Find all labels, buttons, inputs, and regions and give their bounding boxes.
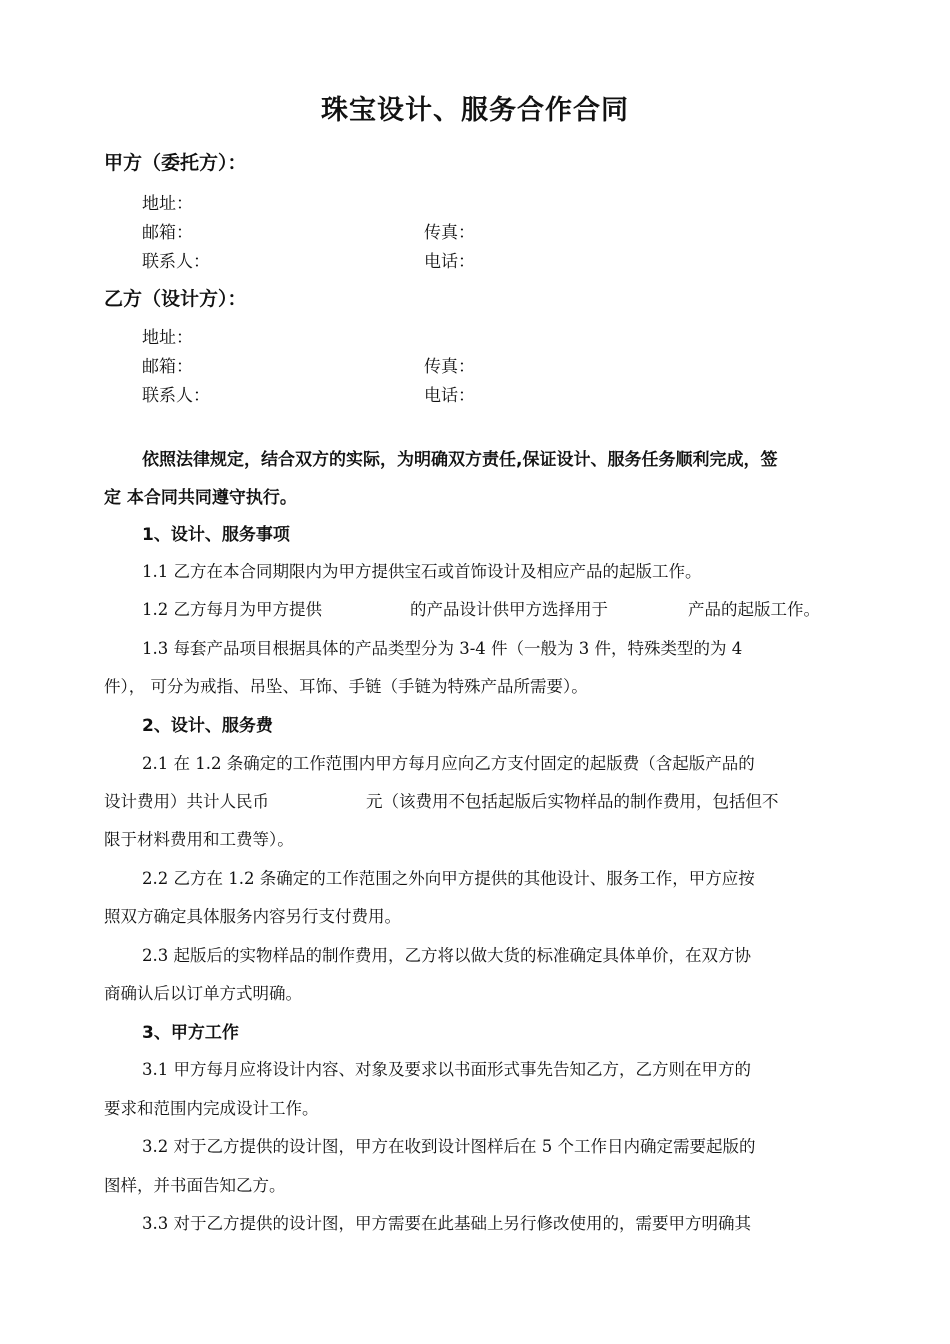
party-a-fax-label: 传真： bbox=[424, 223, 475, 243]
section-2-heading: 2、设计、服务费 bbox=[142, 716, 273, 736]
clause-1-3-line-1: 1.3 每套产品项目根据具体的产品类型分为 3-4 件（一般为 3 件，特殊类型的为 4 bbox=[142, 639, 743, 658]
party-a-phone-label: 电话： bbox=[424, 252, 475, 272]
party-b-phone-label: 电话： bbox=[424, 386, 475, 406]
clause-3-2-line-2: 图样，并书面告知乙方。 bbox=[104, 1176, 286, 1195]
party-a-email-label: 邮箱： bbox=[142, 223, 193, 243]
clause-2-1-line-1: 2.1 在 1.2 条确定的工作范围内甲方每月应向乙方支付固定的起版费（含起版产品的 bbox=[142, 754, 755, 773]
section-3-heading: 3、甲方工作 bbox=[142, 1023, 239, 1043]
section-1-heading: 1、设计、服务事项 bbox=[142, 525, 290, 545]
clause-1-2-part-a: 1.2 乙方每月为甲方提供 bbox=[142, 600, 322, 619]
contract-title: 珠宝设计、服务合作合同 bbox=[321, 95, 629, 126]
clause-1-1: 1.1 乙方在本合同期限内为甲方提供宝石或首饰设计及相应产品的起版工作。 bbox=[142, 562, 702, 581]
clause-2-3-line-2: 商确认后以订单方式明确。 bbox=[104, 984, 302, 1003]
party-a-heading: 甲方（委托方）： bbox=[104, 152, 247, 174]
party-b-email-label: 邮箱： bbox=[142, 357, 193, 377]
clause-2-1-line-2-part-a: 设计费用）共计人民币 bbox=[104, 792, 269, 811]
clause-1-3-line-2: 件）， 可分为戒指、吊坠、耳饰、手链（手链为特殊产品所需要）。 bbox=[104, 677, 588, 696]
clause-1-2-part-b: 的产品设计供甲方选择用于 bbox=[410, 600, 608, 619]
clause-3-2-line-1: 3.2 对于乙方提供的设计图，甲方在收到设计图样后在 5 个工作日内确定需要起版的 bbox=[142, 1137, 756, 1156]
clause-1-2-part-c: 产品的起版工作。 bbox=[688, 600, 820, 619]
clause-2-2-line-2: 照双方确定具体服务内容另行支付费用。 bbox=[104, 907, 401, 926]
clause-3-1-line-1: 3.1 甲方每月应将设计内容、对象及要求以书面形式事先告知乙方，乙方则在甲方的 bbox=[142, 1060, 751, 1079]
intro-line-2: 定 本合同共同遵守执行。 bbox=[104, 488, 297, 508]
party-a-address-label: 地址： bbox=[142, 194, 193, 214]
party-a-contact-label: 联系人： bbox=[142, 252, 210, 272]
clause-2-2-line-1: 2.2 乙方在 1.2 条确定的工作范围之外向甲方提供的其他设计、服务工作，甲方应按 bbox=[142, 869, 755, 888]
clause-3-3-line-1: 3.3 对于乙方提供的设计图，甲方需要在此基础上另行修改使用的，需要甲方明确其 bbox=[142, 1214, 751, 1233]
party-b-contact-label: 联系人： bbox=[142, 386, 210, 406]
clause-2-3-line-1: 2.3 起版后的实物样品的制作费用，乙方将以做大货的标准确定具体单价，在双方协 bbox=[142, 946, 751, 965]
intro-line-1: 依照法律规定，结合双方的实际，为明确双方责任,保证设计、服务任务顺利完成，签 bbox=[142, 450, 778, 470]
clause-2-1-line-2-part-b: 元（该费用不包括起版后实物样品的制作费用，包括但不 bbox=[366, 792, 779, 811]
clause-2-1-line-3: 限于材料费用和工费等）。 bbox=[104, 830, 294, 849]
party-b-heading: 乙方（设计方）： bbox=[104, 288, 247, 310]
party-b-address-label: 地址： bbox=[142, 328, 193, 348]
clause-3-1-line-2: 要求和范围内完成设计工作。 bbox=[104, 1099, 319, 1118]
party-b-fax-label: 传真： bbox=[424, 357, 475, 377]
